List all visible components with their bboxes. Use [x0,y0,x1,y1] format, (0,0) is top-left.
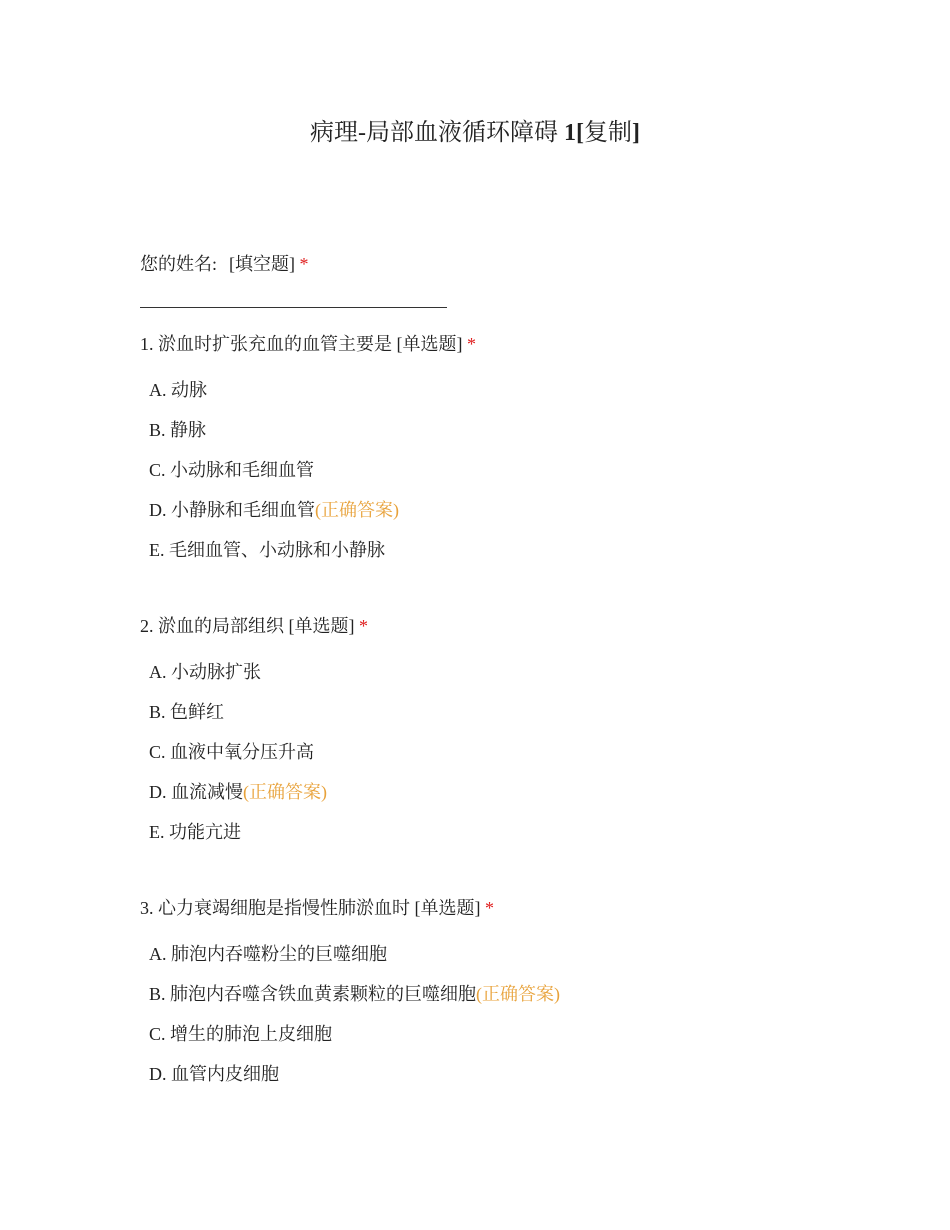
name-input-line[interactable] [140,307,447,308]
question-1 [140,330,476,576]
option-b[interactable] [149,698,368,738]
option-e[interactable] [149,536,476,576]
option-a[interactable] [149,940,560,980]
option-list [149,940,560,1100]
option-text: A. 小动脉扩张 [149,662,261,682]
option-text: A. 动脉 [149,380,207,400]
option-c[interactable] [149,738,368,778]
question-text: 1. 淤血时扩张充血的血管主要是 [单选题] [140,334,463,354]
page-title [0,112,950,147]
option-text: C. 增生的肺泡上皮细胞 [149,1024,333,1044]
required-mark: * [485,898,494,918]
title-number: 1[ [564,120,584,146]
question-text: 2. 淤血的局部组织 [单选题] [140,616,355,636]
option-c[interactable] [149,456,476,496]
title-suffix: 复制 [584,120,632,146]
option-text: C. 血液中氧分压升高 [149,742,315,762]
option-list [149,658,368,858]
option-list [149,376,476,576]
option-text: D. 血流减慢 [149,782,243,802]
option-d[interactable] [149,496,476,536]
name-type: [填空题] [229,254,296,274]
option-c[interactable] [149,1020,560,1060]
option-d[interactable] [149,1060,560,1100]
option-a[interactable] [149,658,368,698]
option-text: D. 小静脉和毛细血管 [149,500,315,520]
option-a[interactable] [149,376,476,416]
option-text: B. 静脉 [149,420,207,440]
question-3 [140,894,560,1100]
option-text: B. 肺泡内吞噬含铁血黄素颗粒的巨噬细胞 [149,984,477,1004]
option-b[interactable] [149,416,476,456]
required-mark: * [359,616,368,636]
required-mark: * [299,254,309,274]
option-e[interactable] [149,818,368,858]
option-text: D. 血管内皮细胞 [149,1064,279,1084]
title-bracket: ] [632,120,640,146]
name-question [140,250,309,278]
option-text: B. 色鲜红 [149,702,225,722]
option-text: C. 小动脉和毛细血管 [149,460,315,480]
required-mark: * [467,334,476,354]
option-b[interactable] [149,980,560,1020]
question-2 [140,612,368,858]
option-text: A. 肺泡内吞噬粉尘的巨噬细胞 [149,944,387,964]
correct-answer-label: (正确答案) [476,984,561,1004]
question-text: 3. 心力衰竭细胞是指慢性肺淤血时 [单选题] [140,898,481,918]
correct-answer-label: (正确答案) [243,782,327,802]
option-d[interactable] [149,778,368,818]
title-main: 病理-局部血液循环障碍 [310,120,564,146]
correct-answer-label: (正确答案) [315,500,399,520]
option-text: E. 毛细血管、小动脉和小静脉 [149,540,385,560]
name-label: 您的姓名: [140,254,218,274]
option-text: E. 功能亢进 [149,822,241,842]
